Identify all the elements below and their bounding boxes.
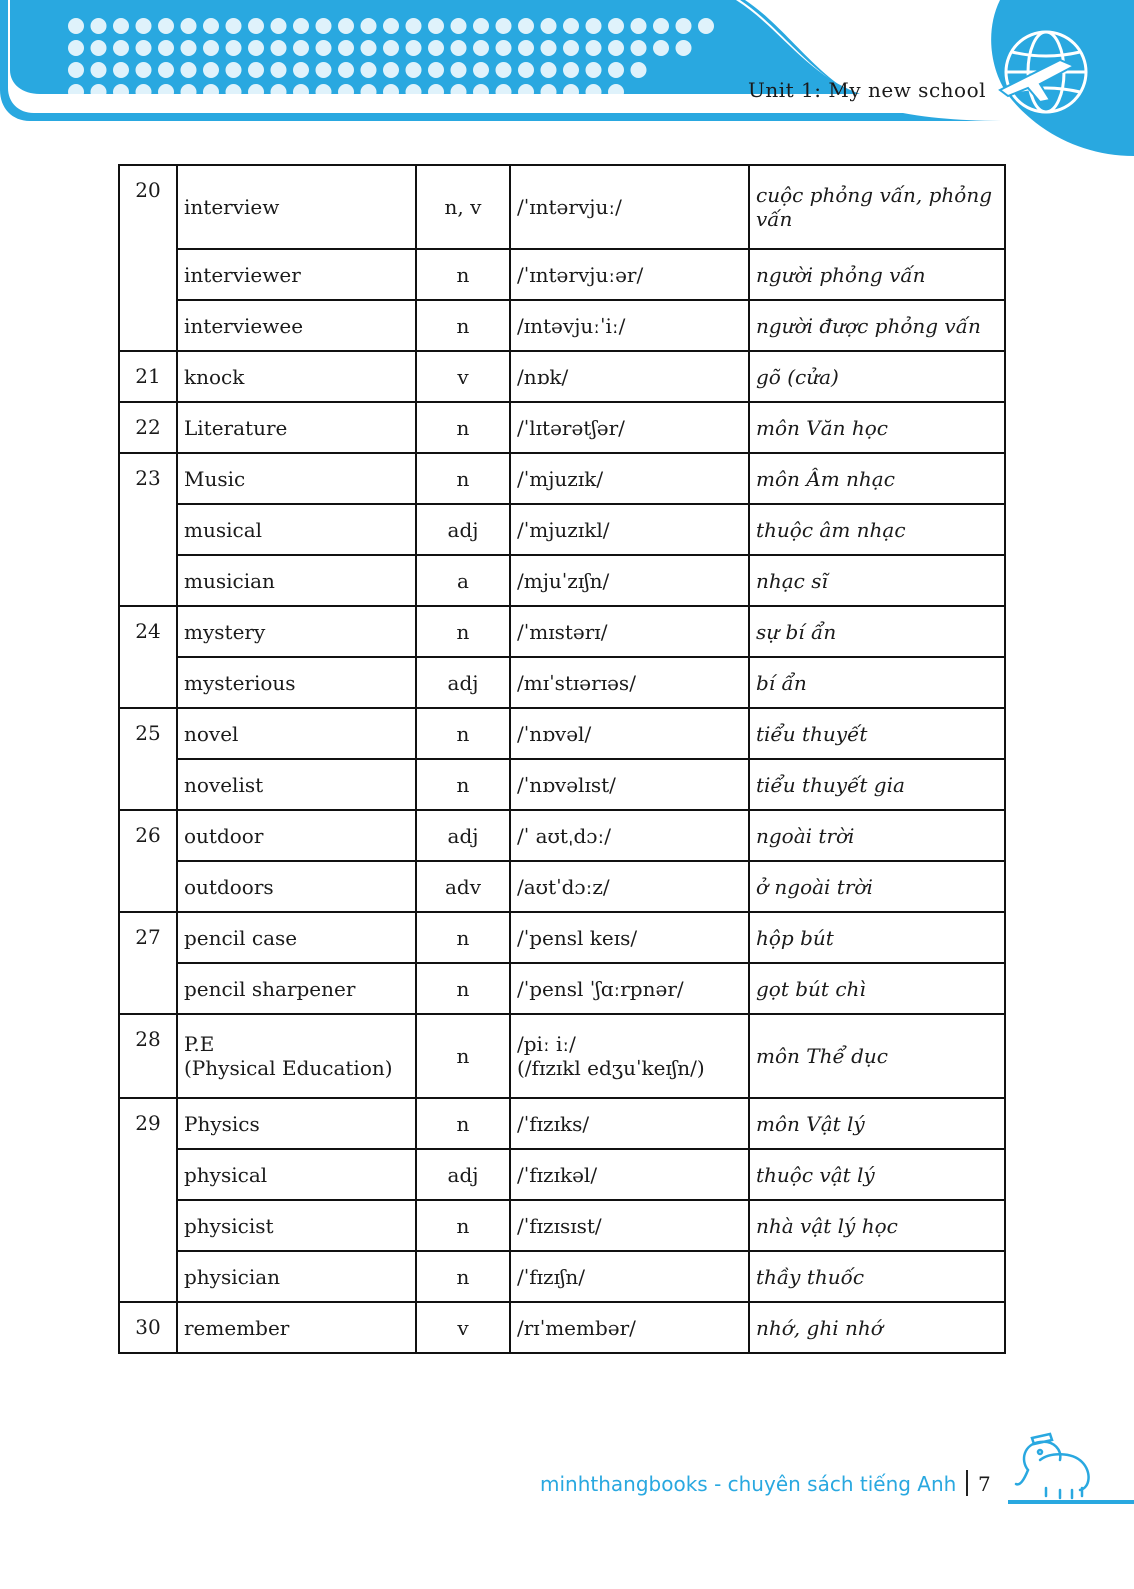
pronunciation-cell: /ˈlɪtərətʃər/ <box>510 402 749 453</box>
entry-number: 21 <box>119 351 177 402</box>
word-cell: interviewer <box>177 249 416 300</box>
part-of-speech-cell: n <box>416 1014 510 1098</box>
entry-number: 20 <box>119 165 177 351</box>
unit-title: Unit 1: My new school <box>748 78 986 102</box>
table-row <box>119 1149 1005 1200</box>
entry-number: 29 <box>119 1098 177 1302</box>
meaning-cell: nhạc sĩ <box>749 555 1005 606</box>
pronunciation-cell: /ˈmɪstərɪ/ <box>510 606 749 657</box>
pronunciation-cell: /ˈfɪzɪʃn/ <box>510 1251 749 1302</box>
table-row <box>119 861 1005 912</box>
word-cell: physician <box>177 1251 416 1302</box>
page-number: 7 <box>978 1472 991 1496</box>
meaning-cell: thuộc vật lý <box>749 1149 1005 1200</box>
word-cell: musician <box>177 555 416 606</box>
table-row <box>119 555 1005 606</box>
entry-number: 27 <box>119 912 177 1014</box>
word-cell: novel <box>177 708 416 759</box>
pronunciation-cell: /ˈnɒvəl/ <box>510 708 749 759</box>
meaning-cell: tiểu thuyết <box>749 708 1005 759</box>
meaning-cell: thầy thuốc <box>749 1251 1005 1302</box>
table-row <box>119 453 1005 504</box>
part-of-speech-cell: v <box>416 1302 510 1353</box>
pronunciation-cell: /mɪˈstɪərɪəs/ <box>510 657 749 708</box>
part-of-speech-cell: n <box>416 1098 510 1149</box>
entry-number: 30 <box>119 1302 177 1353</box>
footer-separator <box>966 1470 968 1496</box>
meaning-cell: gõ (cửa) <box>749 351 1005 402</box>
part-of-speech-cell: n <box>416 1200 510 1251</box>
part-of-speech-cell: n <box>416 1251 510 1302</box>
meaning-cell: bí ẩn <box>749 657 1005 708</box>
pronunciation-cell: /ˈmjuzɪk/ <box>510 453 749 504</box>
table-row <box>119 165 1005 249</box>
meaning-cell: cuộc phỏng vấn, phỏng vấn <box>749 165 1005 249</box>
publisher-footer: minhthangbooks - chuyên sách tiếng Anh <box>540 1472 957 1496</box>
pronunciation-cell: /ˈpensl ˈʃɑːrpnər/ <box>510 963 749 1014</box>
meaning-cell: hộp bút <box>749 912 1005 963</box>
pronunciation-cell: /ˈmjuzɪkl/ <box>510 504 749 555</box>
word-cell: musical <box>177 504 416 555</box>
part-of-speech-cell: n <box>416 249 510 300</box>
entry-number: 22 <box>119 402 177 453</box>
pronunciation-cell: /ˈpensl keɪs/ <box>510 912 749 963</box>
part-of-speech-cell: n <box>416 912 510 963</box>
table-row <box>119 759 1005 810</box>
table-row <box>119 300 1005 351</box>
table-row <box>119 351 1005 402</box>
meaning-cell: gọt bút chì <box>749 963 1005 1014</box>
word-cell: pencil case <box>177 912 416 963</box>
part-of-speech-cell: n <box>416 453 510 504</box>
word-cell: interview <box>177 165 416 249</box>
word-cell: physicist <box>177 1200 416 1251</box>
word-cell: pencil sharpener <box>177 963 416 1014</box>
entry-number: 26 <box>119 810 177 912</box>
word-cell: mystery <box>177 606 416 657</box>
table-row <box>119 963 1005 1014</box>
table-row <box>119 1098 1005 1149</box>
pronunciation-cell: /ɪntəvjuːˈiː/ <box>510 300 749 351</box>
part-of-speech-cell: n <box>416 708 510 759</box>
entry-number: 25 <box>119 708 177 810</box>
meaning-cell: ngoài trời <box>749 810 1005 861</box>
word-cell: novelist <box>177 759 416 810</box>
table-row <box>119 1200 1005 1251</box>
meaning-cell: nhà vật lý học <box>749 1200 1005 1251</box>
word-cell: remember <box>177 1302 416 1353</box>
pronunciation-cell: /mjuˈzɪʃn/ <box>510 555 749 606</box>
pronunciation-cell: /aʊtˈdɔːz/ <box>510 861 749 912</box>
part-of-speech-cell: n <box>416 963 510 1014</box>
word-cell: outdoor <box>177 810 416 861</box>
part-of-speech-cell: n <box>416 402 510 453</box>
word-cell: interviewee <box>177 300 416 351</box>
table-row <box>119 606 1005 657</box>
table-row <box>119 1251 1005 1302</box>
table-row <box>119 810 1005 861</box>
pronunciation-cell: /ˈnɒvəlɪst/ <box>510 759 749 810</box>
part-of-speech-cell: adj <box>416 504 510 555</box>
pronunciation-cell: /piː iː/ (/fɪzɪkl edʒuˈkeɪʃn/) <box>510 1014 749 1098</box>
pronunciation-cell: /ˈfɪzɪkəl/ <box>510 1149 749 1200</box>
table-row <box>119 1302 1005 1353</box>
meaning-cell: nhớ, ghi nhớ <box>749 1302 1005 1353</box>
part-of-speech-cell: adv <box>416 861 510 912</box>
part-of-speech-cell: adj <box>416 657 510 708</box>
word-cell: knock <box>177 351 416 402</box>
vocabulary-table <box>118 164 1006 1354</box>
meaning-cell: môn Âm nhạc <box>749 453 1005 504</box>
table-row <box>119 657 1005 708</box>
meaning-cell: tiểu thuyết gia <box>749 759 1005 810</box>
word-cell: physical <box>177 1149 416 1200</box>
pronunciation-cell: /ˈfɪzɪks/ <box>510 1098 749 1149</box>
entry-number: 24 <box>119 606 177 708</box>
entry-number: 28 <box>119 1014 177 1098</box>
table-row <box>119 249 1005 300</box>
meaning-cell: môn Thể dục <box>749 1014 1005 1098</box>
meaning-cell: môn Vật lý <box>749 1098 1005 1149</box>
elephant-mascot-icon <box>1010 1430 1100 1500</box>
pronunciation-cell: /ˈfɪzɪsɪst/ <box>510 1200 749 1251</box>
part-of-speech-cell: adj <box>416 810 510 861</box>
part-of-speech-cell: adj <box>416 1149 510 1200</box>
meaning-cell: người phỏng vấn <box>749 249 1005 300</box>
table-row <box>119 402 1005 453</box>
meaning-cell: sự bí ẩn <box>749 606 1005 657</box>
part-of-speech-cell: n <box>416 300 510 351</box>
pronunciation-cell: /rɪˈmembər/ <box>510 1302 749 1353</box>
entry-number: 23 <box>119 453 177 606</box>
meaning-cell: thuộc âm nhạc <box>749 504 1005 555</box>
word-cell: outdoors <box>177 861 416 912</box>
word-cell: Literature <box>177 402 416 453</box>
table-row <box>119 504 1005 555</box>
meaning-cell: ở ngoài trời <box>749 861 1005 912</box>
word-cell: Music <box>177 453 416 504</box>
pronunciation-cell: /ˈ aʊtˌdɔː/ <box>510 810 749 861</box>
meaning-cell: môn Văn học <box>749 402 1005 453</box>
word-cell: mysterious <box>177 657 416 708</box>
word-cell: Physics <box>177 1098 416 1149</box>
part-of-speech-cell: n <box>416 759 510 810</box>
table-row <box>119 708 1005 759</box>
table-row <box>119 1014 1005 1098</box>
part-of-speech-cell: a <box>416 555 510 606</box>
part-of-speech-cell: v <box>416 351 510 402</box>
pronunciation-cell: /nɒk/ <box>510 351 749 402</box>
pronunciation-cell: /ˈɪntərvjuːər/ <box>510 249 749 300</box>
part-of-speech-cell: n <box>416 606 510 657</box>
footer-line <box>1008 1500 1134 1504</box>
part-of-speech-cell: n, v <box>416 165 510 249</box>
word-cell: P.E (Physical Education) <box>177 1014 416 1098</box>
table-row <box>119 912 1005 963</box>
meaning-cell: người được phỏng vấn <box>749 300 1005 351</box>
pronunciation-cell: /ˈɪntərvjuː/ <box>510 165 749 249</box>
